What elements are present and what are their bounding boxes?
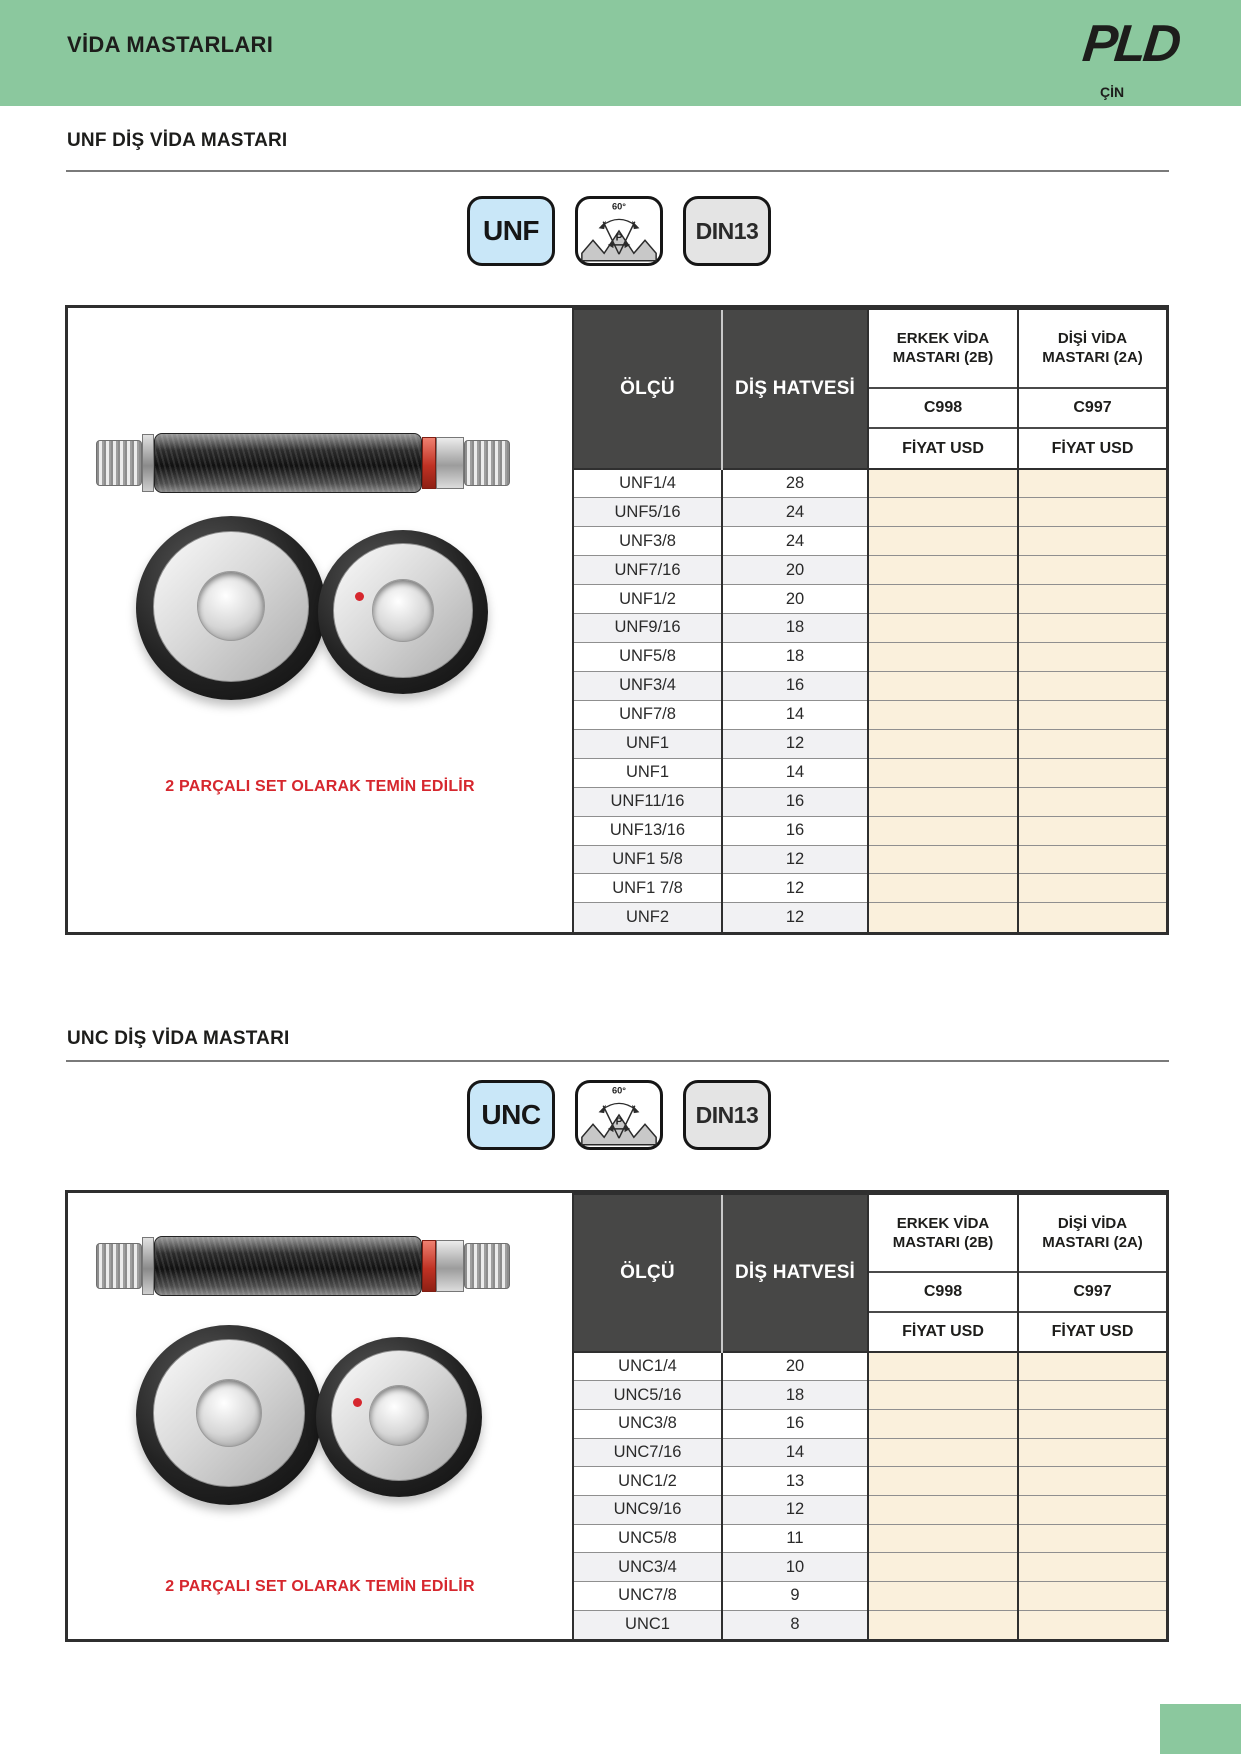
brand-country: ÇİN <box>1100 84 1125 100</box>
price-header: FİYAT USD <box>1018 1312 1166 1352</box>
female-price-cell <box>1018 614 1166 643</box>
size-cell: UNC5/8 <box>574 1524 722 1553</box>
section-title-unf: UNF DİŞ VİDA MASTARI <box>67 130 288 151</box>
pitch-cell: 8 <box>722 1610 868 1639</box>
pitch-cell: 12 <box>722 903 868 932</box>
table-row <box>574 816 1166 845</box>
brand-logo: PLD <box>1079 15 1182 73</box>
female-price-cell <box>1018 700 1166 729</box>
table-row <box>574 729 1166 758</box>
pitch-cell: 9 <box>722 1582 868 1611</box>
female-price-cell <box>1018 556 1166 585</box>
male-price-cell <box>868 1352 1018 1381</box>
table-row <box>574 1381 1166 1410</box>
pitch-cell: 18 <box>722 642 868 671</box>
male-price-cell <box>868 845 1018 874</box>
male-price-cell <box>868 1438 1018 1467</box>
female-code: C997 <box>1018 388 1166 428</box>
pitch-cell: 12 <box>722 874 868 903</box>
male-price-cell <box>868 758 1018 787</box>
page-title: VİDA MASTARLARI <box>67 32 274 57</box>
table-row <box>574 1582 1166 1611</box>
female-price-cell <box>1018 1467 1166 1496</box>
section-divider <box>66 1060 1169 1062</box>
standard-badge: UNC <box>467 1080 555 1150</box>
size-cell: UNF1 5/8 <box>574 845 722 874</box>
table-row <box>574 1524 1166 1553</box>
size-cell: UNF7/8 <box>574 700 722 729</box>
size-cell: UNF7/16 <box>574 556 722 585</box>
gauge-table-unc <box>574 1193 1166 1639</box>
size-cell: UNC9/16 <box>574 1496 722 1525</box>
din-badge: DIN13 <box>683 196 771 266</box>
size-cell: UNC3/8 <box>574 1410 722 1439</box>
red-band <box>422 437 436 489</box>
pitch-cell: 14 <box>722 700 868 729</box>
table-body <box>574 1352 1166 1639</box>
size-cell: UNC1/4 <box>574 1352 722 1381</box>
table-row <box>574 845 1166 874</box>
price-header: FİYAT USD <box>1018 428 1166 468</box>
pitch-cell: 20 <box>722 556 868 585</box>
price-header: FİYAT USD <box>868 428 1018 468</box>
female-price-cell <box>1018 498 1166 527</box>
pitch-cell: 24 <box>722 527 868 556</box>
table-row <box>574 1496 1166 1525</box>
pitch-cell: 12 <box>722 845 868 874</box>
male-price-cell <box>868 1524 1018 1553</box>
size-cell: UNF1/4 <box>574 469 722 498</box>
male-price-cell <box>868 1610 1018 1639</box>
table-row <box>574 1352 1166 1381</box>
red-band <box>422 1240 436 1292</box>
pitch-cell: 28 <box>722 469 868 498</box>
female-price-cell <box>1018 903 1166 932</box>
din-badge: DIN13 <box>683 1080 771 1150</box>
male-price-cell <box>868 469 1018 498</box>
ring-gauge-image <box>136 516 326 700</box>
col-header-female: DİŞİ VİDA MASTARI (2A) <box>1018 309 1166 388</box>
female-price-cell <box>1018 729 1166 758</box>
size-cell: UNF1 7/8 <box>574 874 722 903</box>
pitch-cell: 16 <box>722 787 868 816</box>
female-price-cell <box>1018 1496 1166 1525</box>
female-price-cell <box>1018 787 1166 816</box>
thread-profile-icon <box>575 1080 663 1150</box>
pitch-cell: 16 <box>722 816 868 845</box>
badge-row-unf <box>467 196 771 266</box>
pitch-cell: 20 <box>722 1352 868 1381</box>
female-price-cell <box>1018 1610 1166 1639</box>
size-cell: UNC7/8 <box>574 1582 722 1611</box>
red-dot-marker <box>353 1398 362 1407</box>
thread-end-left <box>96 1243 142 1289</box>
size-cell: UNF1 <box>574 758 722 787</box>
size-cell: UNC5/16 <box>574 1381 722 1410</box>
col-header-female: DİŞİ VİDA MASTARI (2A) <box>1018 1194 1166 1272</box>
size-cell: UNF5/16 <box>574 498 722 527</box>
size-cell: UNF1 <box>574 729 722 758</box>
male-price-cell <box>868 585 1018 614</box>
thread-end-left <box>96 440 142 486</box>
male-code: C998 <box>868 1272 1018 1312</box>
size-cell: UNF13/16 <box>574 816 722 845</box>
size-cell: UNF3/4 <box>574 671 722 700</box>
male-price-cell <box>868 1381 1018 1410</box>
pitch-cell: 14 <box>722 1438 868 1467</box>
female-code: C997 <box>1018 1272 1166 1312</box>
table-row <box>574 614 1166 643</box>
table-row <box>574 469 1166 498</box>
badge-row-unc <box>467 1080 771 1150</box>
female-price-cell <box>1018 1582 1166 1611</box>
set-note: 2 PARÇALI SET OLARAK TEMİN EDİLİR <box>165 1578 475 1595</box>
thread-end-right <box>464 1243 510 1289</box>
male-price-cell <box>868 556 1018 585</box>
size-cell: UNF11/16 <box>574 787 722 816</box>
pitch-cell: 12 <box>722 1496 868 1525</box>
male-price-cell <box>868 1496 1018 1525</box>
size-cell: UNF9/16 <box>574 614 722 643</box>
male-price-cell <box>868 642 1018 671</box>
product-block-unf <box>65 305 1169 935</box>
product-block-unc <box>65 1190 1169 1642</box>
pitch-cell: 18 <box>722 614 868 643</box>
table-row <box>574 1610 1166 1639</box>
male-price-cell <box>868 671 1018 700</box>
svg-text:60°: 60° <box>611 201 627 212</box>
col-header-size: ÖLÇÜ <box>574 309 722 469</box>
pitch-cell: 13 <box>722 1467 868 1496</box>
male-code: C998 <box>868 388 1018 428</box>
male-price-cell <box>868 816 1018 845</box>
size-cell: UNC1/2 <box>574 1467 722 1496</box>
table-row <box>574 585 1166 614</box>
col-header-male: ERKEK VİDA MASTARI (2B) <box>868 1194 1018 1272</box>
size-cell: UNF5/8 <box>574 642 722 671</box>
female-price-cell <box>1018 816 1166 845</box>
size-cell: UNC1 <box>574 1610 722 1639</box>
size-cell: UNC7/16 <box>574 1438 722 1467</box>
female-price-cell <box>1018 1553 1166 1582</box>
size-cell: UNF2 <box>574 903 722 932</box>
standard-badge: UNF <box>467 196 555 266</box>
header-band <box>0 0 1241 106</box>
male-price-cell <box>868 527 1018 556</box>
male-price-cell <box>868 498 1018 527</box>
female-price-cell <box>1018 1381 1166 1410</box>
female-price-cell <box>1018 585 1166 614</box>
table-row <box>574 642 1166 671</box>
pitch-cell: 10 <box>722 1553 868 1582</box>
female-price-cell <box>1018 874 1166 903</box>
pitch-cell: 16 <box>722 671 868 700</box>
table-row <box>574 700 1166 729</box>
photo-panel <box>68 308 574 932</box>
female-price-cell <box>1018 1352 1166 1381</box>
table-row <box>574 1438 1166 1467</box>
table-row <box>574 498 1166 527</box>
female-price-cell <box>1018 527 1166 556</box>
svg-text:60°: 60° <box>611 1085 627 1096</box>
gauge-table-unf <box>574 308 1166 932</box>
svg-text:P: P <box>615 232 623 244</box>
section-title-unc: UNC DİŞ VİDA MASTARI <box>67 1028 290 1049</box>
male-price-cell <box>868 787 1018 816</box>
male-price-cell <box>868 729 1018 758</box>
female-price-cell <box>1018 642 1166 671</box>
male-price-cell <box>868 874 1018 903</box>
col-header-size: ÖLÇÜ <box>574 1194 722 1352</box>
female-price-cell <box>1018 1438 1166 1467</box>
pitch-cell: 18 <box>722 1381 868 1410</box>
section-divider <box>66 170 1169 172</box>
female-price-cell <box>1018 758 1166 787</box>
table-row <box>574 1410 1166 1439</box>
size-cell: UNF3/8 <box>574 527 722 556</box>
price-header: FİYAT USD <box>868 1312 1018 1352</box>
male-price-cell <box>868 1467 1018 1496</box>
corner-accent <box>1160 1704 1241 1754</box>
thread-end-right <box>464 440 510 486</box>
thread-profile-icon <box>575 196 663 266</box>
table-row <box>574 874 1166 903</box>
male-price-cell <box>868 903 1018 932</box>
female-price-cell <box>1018 671 1166 700</box>
pitch-cell: 12 <box>722 729 868 758</box>
male-price-cell <box>868 614 1018 643</box>
male-price-cell <box>868 1553 1018 1582</box>
ring-gauge-image-nogo <box>316 1337 482 1497</box>
pitch-cell: 11 <box>722 1524 868 1553</box>
table-body <box>574 469 1166 932</box>
female-price-cell <box>1018 1524 1166 1553</box>
ring-gauge-image-nogo <box>318 530 488 694</box>
male-price-cell <box>868 1410 1018 1439</box>
pitch-cell: 16 <box>722 1410 868 1439</box>
female-price-cell <box>1018 1410 1166 1439</box>
plug-gauge-image <box>96 430 510 496</box>
pitch-cell: 24 <box>722 498 868 527</box>
female-price-cell <box>1018 845 1166 874</box>
set-note: 2 PARÇALI SET OLARAK TEMİN EDİLİR <box>165 778 475 795</box>
male-price-cell <box>868 700 1018 729</box>
size-cell: UNF1/2 <box>574 585 722 614</box>
table-row <box>574 758 1166 787</box>
female-price-cell <box>1018 469 1166 498</box>
svg-text:P: P <box>615 1116 623 1128</box>
col-header-pitch: DİŞ HATVESİ <box>722 1194 868 1352</box>
table-row <box>574 1553 1166 1582</box>
table-row <box>574 787 1166 816</box>
table-row <box>574 556 1166 585</box>
pitch-cell: 14 <box>722 758 868 787</box>
table-row <box>574 903 1166 932</box>
size-cell: UNC3/4 <box>574 1553 722 1582</box>
table-row <box>574 671 1166 700</box>
col-header-pitch: DİŞ HATVESİ <box>722 309 868 469</box>
plug-gauge-image <box>96 1233 510 1299</box>
male-price-cell <box>868 1582 1018 1611</box>
photo-panel <box>68 1193 574 1639</box>
col-header-male: ERKEK VİDA MASTARI (2B) <box>868 309 1018 388</box>
table-row <box>574 527 1166 556</box>
ring-gauge-image <box>136 1325 322 1505</box>
pitch-cell: 20 <box>722 585 868 614</box>
table-row <box>574 1467 1166 1496</box>
